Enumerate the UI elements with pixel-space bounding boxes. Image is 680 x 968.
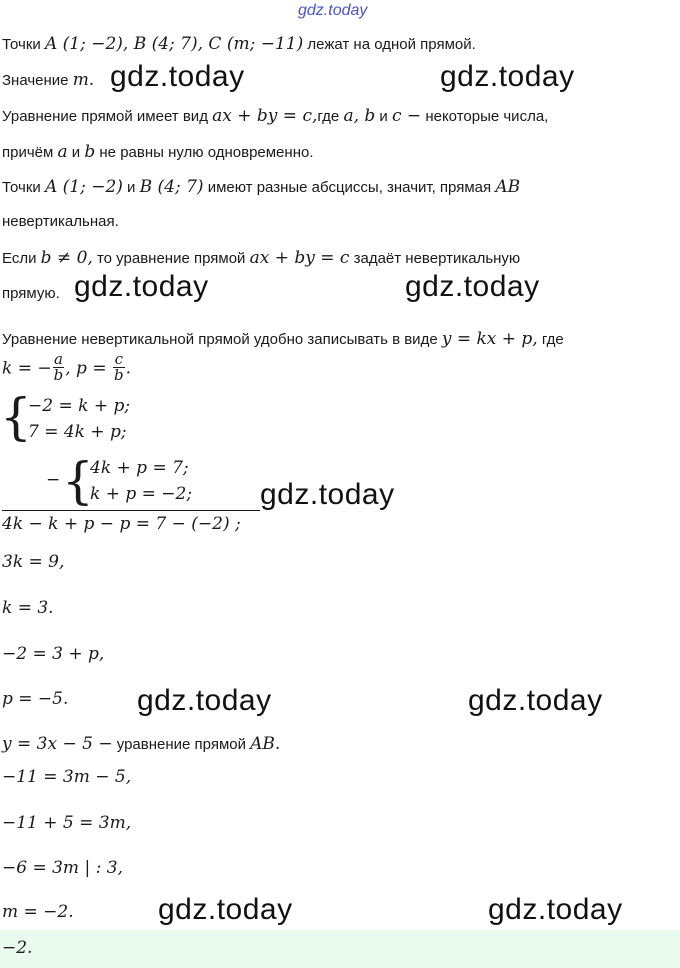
fraction-c-b: $\frac{c}{b}$ xyxy=(113,350,124,384)
system-2-eq-2: k + p = −2; xyxy=(90,484,193,504)
watermark: gdz.today xyxy=(440,60,575,93)
step-m-3: −6 = 3m | : 3, xyxy=(2,858,123,878)
line-equation-ab: y = 3x − 5 − уравнение прямой AB. xyxy=(2,734,281,754)
watermark-top: gdz.today xyxy=(298,2,368,19)
answer-highlight xyxy=(0,930,680,968)
system-1-eq-1: −2 = k + p; xyxy=(28,396,131,416)
answer: −2. xyxy=(2,938,33,958)
system-1-eq-2: 7 = 4k + p; xyxy=(28,422,127,442)
system-brace: { xyxy=(62,452,94,510)
watermark: gdz.today xyxy=(488,893,623,926)
formula-k-p: k = − $\frac{a}{b}$ , p = $\frac{c}{b}$ . xyxy=(2,350,131,384)
watermark: gdz.today xyxy=(158,893,293,926)
step-k: k = 3. xyxy=(2,598,54,618)
line-3: Уравнение прямой имеет вид ax + by = c,где a, b и c − некоторые числа, xyxy=(2,106,549,126)
line-6: невертикальная. xyxy=(2,213,119,230)
line-1: Точки A (1; −2), B (4; 7), C (m; −11) лежат на одной прямой. xyxy=(2,34,476,54)
fraction-a-b: $\frac{a}{b}$ xyxy=(53,350,64,384)
line-7: Если b ≠ 0, то уравнение прямой ax + by = c задаёт невертикальную xyxy=(2,248,521,268)
step-p: p = −5. xyxy=(2,689,69,709)
system-brace: { xyxy=(0,388,32,446)
watermark: gdz.today xyxy=(74,270,209,303)
watermark: gdz.today xyxy=(405,270,540,303)
minus-sign: − xyxy=(46,470,61,490)
step-m-result: m = −2. xyxy=(2,902,74,922)
step-p-eq: −2 = 3 + p, xyxy=(2,644,105,664)
watermark: gdz.today xyxy=(468,684,603,717)
step-3k: 3k = 9, xyxy=(2,552,65,572)
subtraction-line xyxy=(2,510,260,511)
step-m-2: −11 + 5 = 3m, xyxy=(2,813,132,833)
line-5: Точки A (1; −2) и B (4; 7) имеют разные абсциссы, значит, прямая AB xyxy=(2,177,521,197)
line-2: Значение m. xyxy=(2,70,95,90)
step-m-1: −11 = 3m − 5, xyxy=(2,767,132,787)
line-8: прямую. xyxy=(2,285,60,302)
line-4: причём a и b не равны нулю одновременно. xyxy=(2,142,314,162)
watermark: gdz.today xyxy=(260,478,395,511)
system-2-eq-1: 4k + p = 7; xyxy=(90,458,189,478)
subtraction-result: 4k − k + p − p = 7 − (−2) ; xyxy=(2,514,241,534)
line-9: Уравнение невертикальной прямой удобно записывать в виде y = kx + p, где xyxy=(2,329,564,349)
watermark: gdz.today xyxy=(110,60,245,93)
watermark: gdz.today xyxy=(137,684,272,717)
